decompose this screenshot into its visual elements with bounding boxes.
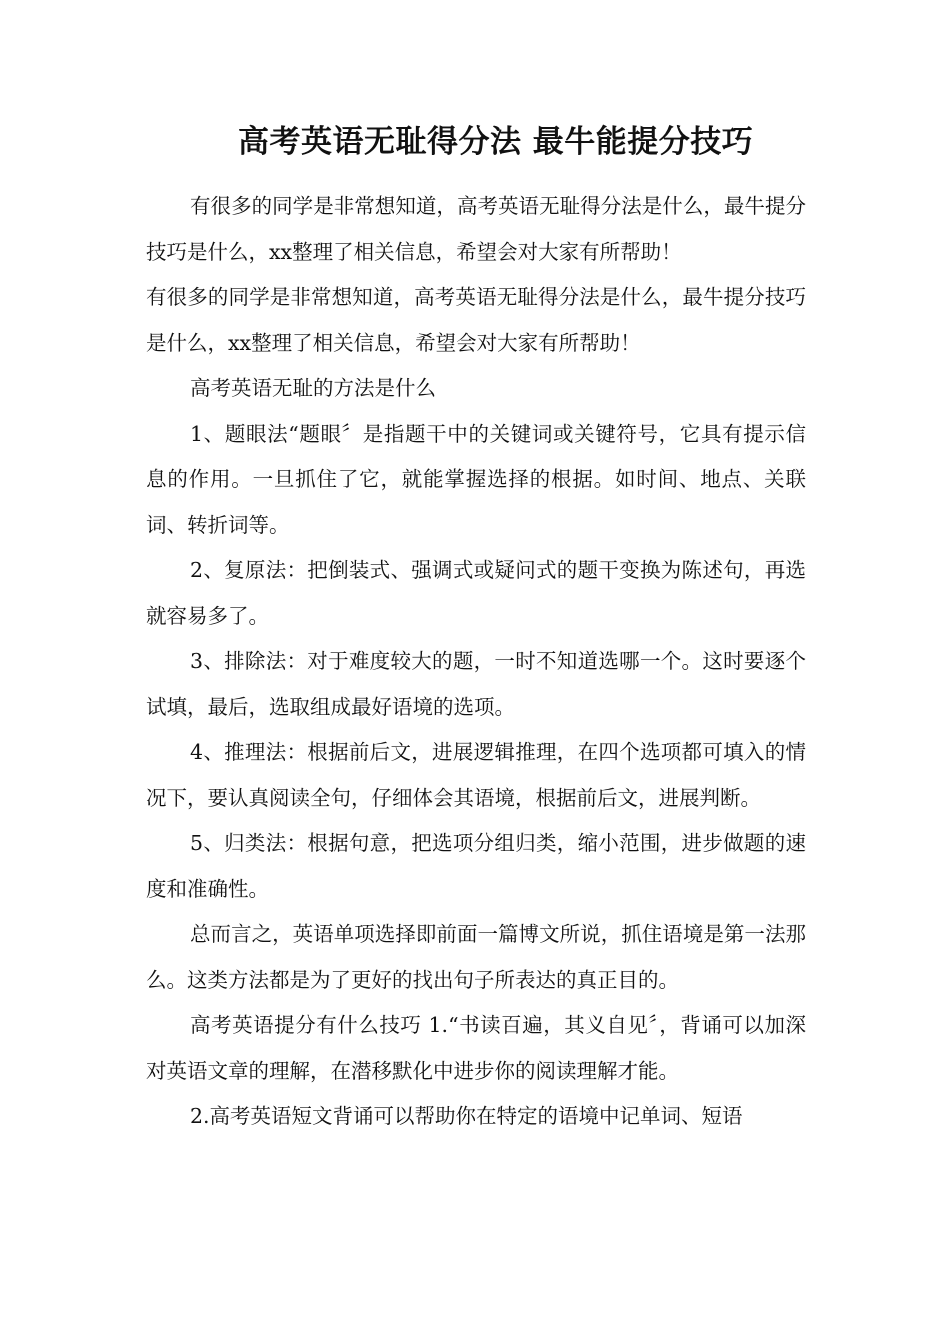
section-heading-methods: 高考英语无耻的方法是什么 [190, 376, 436, 400]
paragraph-tips-2: 2.高考英语短文背诵可以帮助你在特定的语境中记单词、短语 [190, 1104, 743, 1128]
document-body [146, 118, 806, 1140]
paragraph-intro: 有很多的同学是非常想知道，高考英语无耻得分法是什么，最牛提分技巧是什么，xx整理了相关信息，希望会对大家有所帮助！ [146, 194, 806, 264]
paragraph-method-1: 1、题眼法“题眼〞是指题干中的关键词或关键符号，它具有提示信息的作用。一旦抓住了它，就能掌握选择的根据。如时间、地点、关联词、转折词等。 [146, 421, 806, 537]
paragraph-method-2: 2、复原法：把倒装式、强调式或疑问式的题干变换为陈述句，再选就容易多了。 [146, 558, 806, 628]
paragraph-method-4: 4、推理法：根据前后文，进展逻辑推理，在四个选项都可填入的情况下，要认真阅读全句，仔细体会其语境，根据前后文，进展判断。 [146, 740, 806, 810]
paragraph-intro-repeat: 有很多的同学是非常想知道，高考英语无耻得分法是什么，最牛提分技巧是什么，xx整理了相关信息，希望会对大家有所帮助！ [146, 285, 806, 355]
paragraph-summary: 总而言之，英语单项选择即前面一篇博文所说，抓住语境是第一法那么。这类方法都是为了更好的找出句子所表达的真正目的。 [146, 922, 806, 992]
paragraph-method-3: 3、排除法：对于难度较大的题，一时不知道选哪一个。这时要逐个试填，最后，选取组成最好语境的选项。 [146, 649, 806, 719]
paragraph-tips-1: 高考英语提分有什么技巧 1.“书读百遍，其义自见〞，背诵可以加深对英语文章的理解，在潜移默化中进步你的阅读理解才能。 [146, 1013, 806, 1083]
paragraph-method-5: 5、归类法：根据句意，把选项分组归类，缩小范围，进步做题的速度和准确性。 [146, 831, 806, 901]
document-title: 高考英语无耻得分法 最牛能提分技巧 [238, 124, 754, 160]
